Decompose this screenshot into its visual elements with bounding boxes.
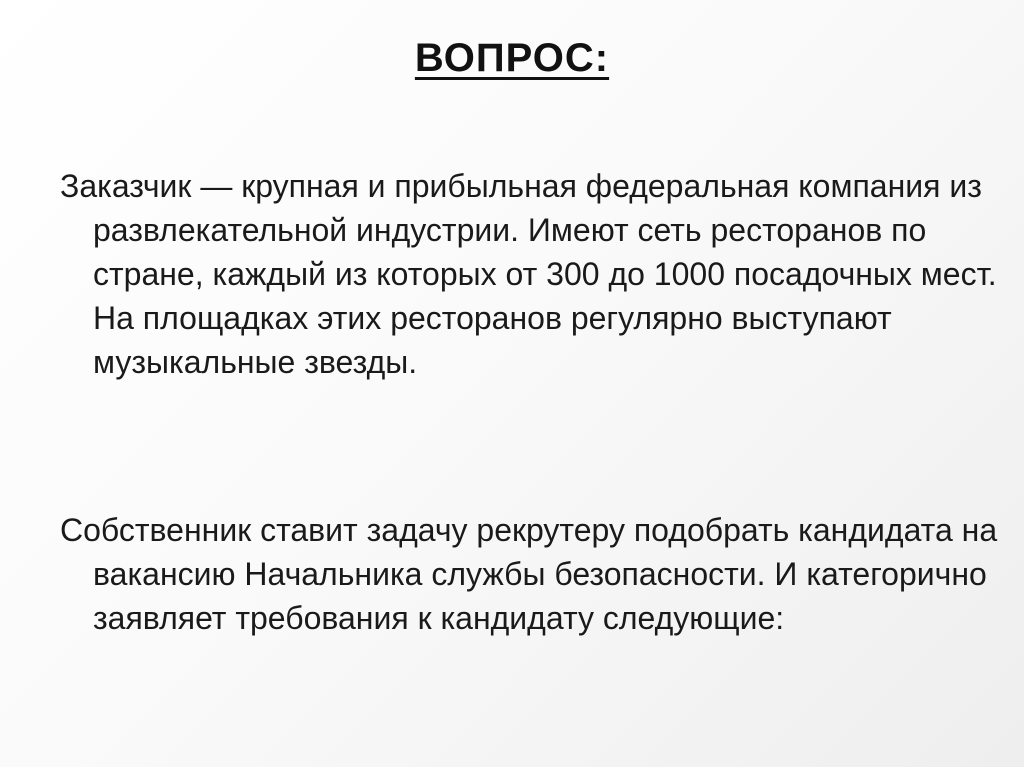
paragraph-owner-task: Собственник ставит задачу рекрутеру подобрать кандидата на вакансию Начальника службы безопасности. И категорично заявляет требования к кандидату следующие: bbox=[60, 512, 998, 636]
slide-title: ВОПРОС: bbox=[414, 36, 610, 80]
paragraph-client-description: Заказчик — крупная и прибыльная федеральная компания из развлекательной индустрии. Имеют сеть ресторанов по стране, каждый из которых от 300 до 1000 посадочных мест. На площадках этих ресторанов регулярно выступают музыкальные звезды. bbox=[60, 168, 997, 380]
